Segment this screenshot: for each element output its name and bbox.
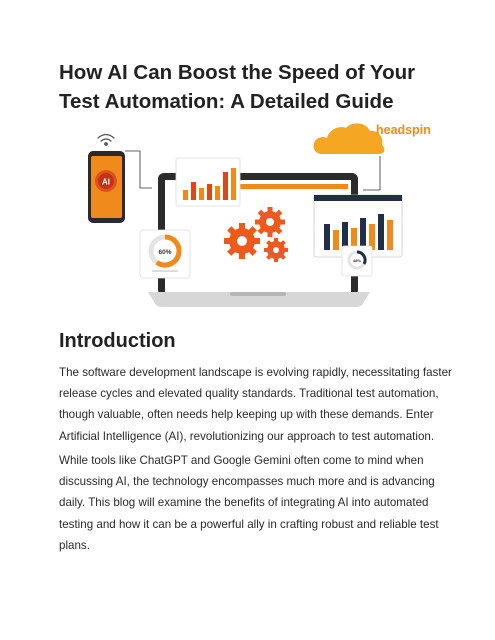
paragraph-line: testing and how it can be a powerful ally in crafting robust and reliable test (59, 517, 439, 531)
bar-chart-card (176, 158, 240, 206)
gauge-card (140, 230, 190, 278)
headspin-logo-text: headspin (376, 123, 431, 137)
gauge-label: 60% (158, 249, 172, 256)
paragraph-line: While tools like ChatGPT and Google Gemini often come to mind when (59, 454, 424, 467)
intro-paragraph-2 (59, 450, 444, 556)
small-gauge-label: 48% (352, 258, 362, 263)
small-gauge-card (342, 246, 372, 276)
title-line: Test Automation: A Detailed Guide (59, 90, 394, 113)
phone-ai-badge: AI (102, 177, 110, 187)
hero-illustration (80, 118, 440, 313)
intro-paragraph-1 (59, 362, 452, 447)
paragraph-line: release cycles and elevated quality standards. Traditional test automation, (59, 387, 439, 401)
article-title (59, 58, 459, 116)
wifi-icon (98, 135, 114, 146)
paragraph-line: discussing AI, the technology encompasses much more and is advancing (59, 475, 435, 489)
paragraph-line: Artificial Intelligence (AI), revolutionizing our approach to test automation. (59, 429, 435, 443)
section-heading: Introduction (59, 330, 176, 352)
paragraph-line: daily. This blog will examine the benefits of integrating AI into automated (59, 496, 429, 510)
paragraph-line: The software development landscape is evolving rapidly, necessitating faster (59, 366, 452, 379)
title-line: How AI Can Boost the Speed of Your (59, 61, 416, 84)
paragraph-line: though valuable, often needs help keeping up with these demands. Enter (59, 408, 434, 422)
paragraph-line: plans. (59, 538, 90, 552)
phone-icon (88, 151, 152, 223)
